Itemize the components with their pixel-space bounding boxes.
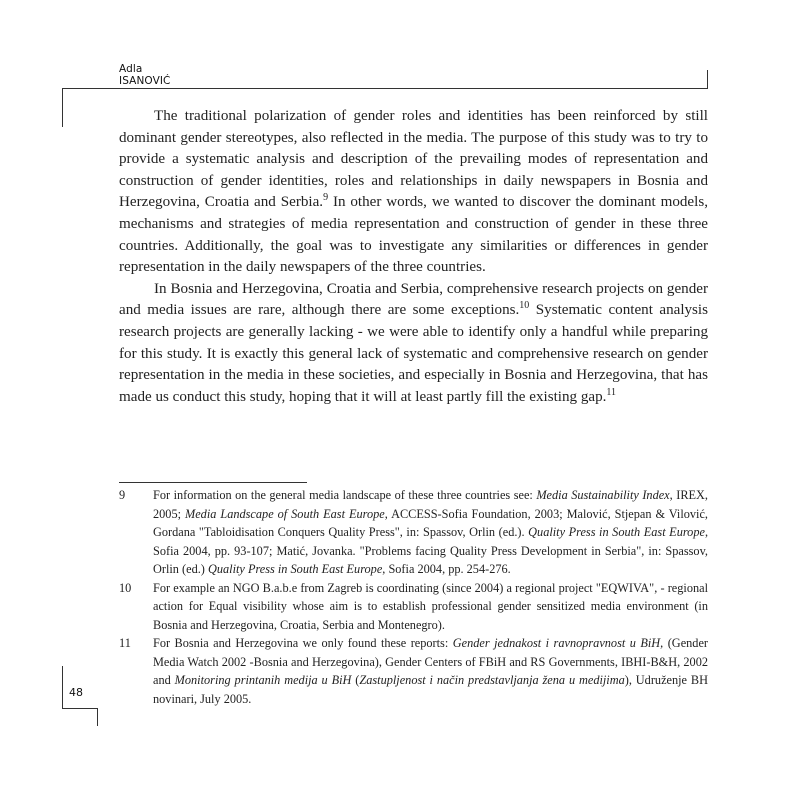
- footer-rule-right-tick: [97, 708, 98, 726]
- footer-rule-left-tick: [62, 666, 63, 709]
- paragraph-1-text-a: The traditional polarization of gender roles and identities has been reinforced by still dominant gender stereotypes, also reflected in the media. The purpose of this study was to try to provide a systematic analysis and description of the prevailing modes of representation and construction of gender identities, roles and relationships in daily newspapers in Bosnia and Herzegovina, Croatia and Serbia.: [119, 108, 708, 211]
- footnote-text: For example an NGO B.a.b.e from Zagreb is coordinating (since 2004) a regional project "EQWIVA", - regional action for Equal visibility whose aim is to establish professional gender sensitized media environment (in Bosnia and Herzegovina, Croatia, Serbia and Montenegro).: [153, 580, 708, 632]
- author-last-name: ISANOVIĆ: [119, 75, 171, 87]
- footnote-11: [119, 634, 708, 708]
- header-rule-right-tick: [707, 70, 708, 89]
- footnote-number: 10: [119, 580, 132, 595]
- running-header: [119, 63, 171, 87]
- paragraph-2: [119, 279, 708, 409]
- footnote-text: For Bosnia and Herzegovina we only found these reports: Gender jednakost i ravnopravnost u BiH, (Gender Media Watch 2002 -Bosnia and Herzegovina), Gender Centers of FBiH and RS Governments, IBHI-B&H, 2002 and Monitoring printanih medija u BiH (Zastupljenost i način predstavljanja žena u medijima), Udruženje BH novinari, July 2005.: [153, 636, 708, 706]
- header-rule: [62, 88, 708, 89]
- main-text: [119, 106, 708, 408]
- footnote-number: 11: [119, 636, 131, 650]
- footnote-10: [119, 579, 708, 635]
- page-number: 48: [69, 686, 83, 699]
- header-rule-left-tick: [62, 88, 63, 127]
- footnote-ref-11[interactable]: 11: [606, 386, 617, 398]
- footnote-separator: [119, 482, 307, 483]
- footnote-number: 9: [119, 488, 126, 502]
- footnotes: [119, 486, 708, 708]
- footnote-ref-9[interactable]: 9: [323, 192, 329, 204]
- paragraph-2-text-a: In Bosnia and Herzegovina, Croatia and Serbia, comprehensive research projects on gender and media issues are rare, although there are some exceptions.: [119, 280, 708, 319]
- footnote-ref-10[interactable]: 10: [519, 300, 530, 312]
- paragraph-2-text-b: Systematic content analysis research projects are generally lacking - we were able to identify only a handful while preparing for this study. It is exactly this general lack of systematic and comprehensive research on gender representation in the media in these societies, and especially in Bosnia and Herzegovina, that has made us conduct this study, hoping that it will at least partly fill the existing gap.: [119, 302, 709, 405]
- author-first-name: Adla: [119, 63, 143, 75]
- footnote-9: [119, 486, 708, 579]
- paragraph-1: [119, 106, 708, 279]
- paragraph-1-text-b: In other words, we wanted to discover the dominant models, mechanisms and strategies of media representation and construction of gender in these three countries. Additionally, the goal was to investigate any similarities or differences in gender representation in the daily newspapers of the three countries.: [119, 194, 708, 276]
- footer-rule: [62, 708, 98, 709]
- footnote-text: For information on the general media landscape of these three countries see: Media Sustainability Index, IREX, 2005; Media Landscape of South East Europe, ACCESS-Sofia Foundation, 2003; Malović, Stjepan & Vilović, Gordana "Tabloidisation Conquers Quality Press", in: Spassov, Orlin (ed.). Quality Press in South East Europe, Sofia 2004, pp. 93-107; Matić, Jovanka. "Problems facing Quality Press Development in Serbia", in: Spassov, Orlin (ed.) Quality Press in South East Europe, Sofia 2004, pp. 254-276.: [153, 488, 709, 576]
